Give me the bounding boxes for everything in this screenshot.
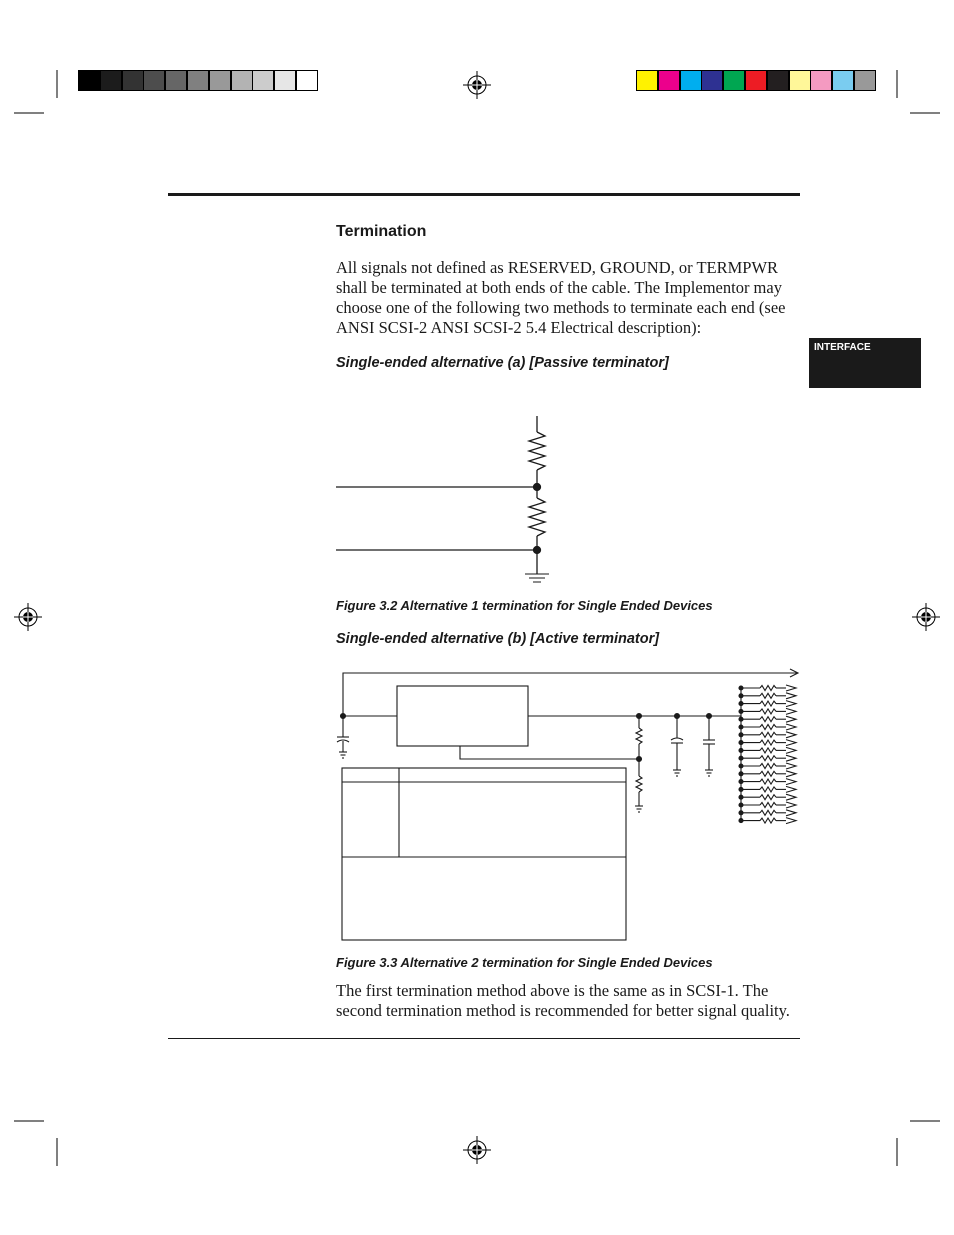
termination-resistor: [739, 810, 796, 816]
footer-rule: [168, 1038, 800, 1039]
termination-resistor: [739, 740, 796, 746]
termination-resistor: [739, 779, 796, 785]
registration-mark-top: [463, 71, 491, 99]
lower-resistor: [529, 498, 545, 536]
closing-paragraph: The first termination method above is the same as in SCSI-1. The second termination method is recommended for better signal quality.: [336, 981, 790, 1020]
termination-resistor: [739, 786, 796, 792]
header-rule: [168, 193, 800, 196]
figure-3-2-caption: Figure 3.2 Alternative 1 termination for Single Ended Devices: [336, 598, 713, 613]
ground-symbol: [525, 574, 549, 582]
junction-dot: [534, 484, 541, 491]
active-terminator-heading: Single-ended alternative (b) [Active terminator]: [336, 631, 660, 647]
termination-resistor: [739, 771, 796, 777]
passive-terminator-heading: Single-ended alternative (a) [Passive terminator]: [336, 355, 669, 371]
registration-mark-left: [14, 603, 42, 631]
termination-resistor: [739, 802, 796, 808]
junction-dot: [341, 714, 346, 719]
figure-3-3-caption: Figure 3.3 Alternative 2 termination for Single Ended Devices: [336, 955, 713, 970]
termination-resistor-bank: [739, 685, 796, 824]
registration-mark-bottom: [463, 1136, 491, 1164]
intro-paragraph: All signals not defined as RESERVED, GROUND, or TERMPWR shall be terminated at both ends of the cable. The Implementor may choose one of the following two methods to terminate each end (see ANSI SCSI-2 ANSI SCSI-2 5.4 Electrical description):: [336, 258, 786, 337]
junction-dot: [675, 714, 680, 719]
termination-resistor: [739, 794, 796, 800]
termination-resistor: [739, 701, 796, 707]
section-heading: Termination: [336, 223, 427, 240]
termination-resistor: [739, 763, 796, 769]
section-tab-label: INTERFACE: [814, 342, 871, 353]
junction-dot: [707, 714, 712, 719]
termination-resistor: [739, 685, 796, 691]
termination-resistor: [739, 724, 796, 730]
termination-resistor: [739, 747, 796, 753]
registration-mark-right: [912, 603, 940, 631]
junction-dot: [637, 714, 642, 719]
termination-resistor: [739, 693, 796, 699]
termination-resistor: [739, 755, 796, 761]
section-tab: [809, 338, 921, 388]
active-terminator-diagram: [337, 669, 798, 940]
termination-resistor: [739, 732, 796, 738]
junction-dot: [637, 757, 642, 762]
termination-resistor: [739, 716, 796, 722]
upper-resistor: [529, 432, 545, 470]
junction-dot: [534, 547, 541, 554]
termination-resistor: [739, 708, 796, 714]
notes-table: [342, 768, 626, 940]
voltage-regulator-box: [397, 686, 528, 746]
passive-terminator-diagram: [336, 416, 549, 582]
termination-resistor: [739, 818, 796, 824]
